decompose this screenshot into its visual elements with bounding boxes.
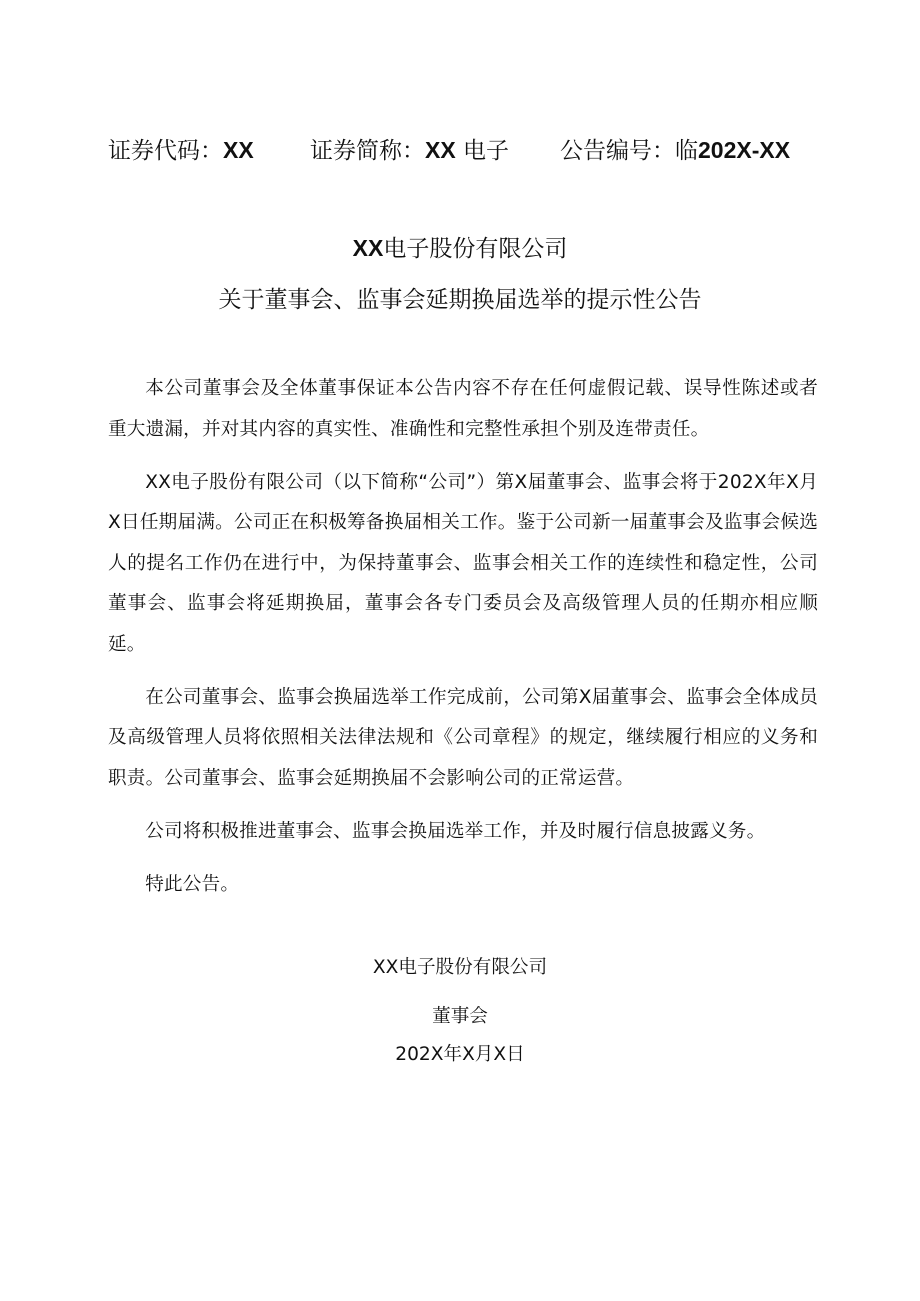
- signature-board: 董事会: [432, 1006, 488, 1027]
- paragraph-closing: 特此公告。: [145, 873, 240, 895]
- paragraph-disclaimer: 本公司董事会及全体董事保证本公告内容不存在任何虚假记载、误导性陈述或者重大遗漏，并对其内容的真实性、准确性和完整性承担个别及连带责任。: [108, 378, 818, 440]
- signature-company: XX电子股份有限公司: [372, 957, 548, 978]
- announcement-header: [108, 130, 828, 170]
- announcement-subject: 关于董事会、监事会延期换届选举的提示性公告: [218, 287, 702, 313]
- company-title: [0, 228, 920, 269]
- security-abbreviation-suffix: 电子: [463, 138, 509, 164]
- announcement-number-value: 202X-XX: [698, 137, 791, 163]
- security-abbreviation: [310, 130, 509, 171]
- announcement-number: [560, 130, 790, 171]
- announcement-number-label: 公告编号：临: [560, 138, 698, 164]
- company-title-prefix: XX: [352, 235, 384, 261]
- signature-date: 202X年X月X日: [395, 1044, 525, 1065]
- security-code-value: XX: [223, 137, 254, 163]
- security-code-label: 证券代码：: [108, 138, 223, 164]
- announcement-body: [108, 369, 818, 918]
- security-abbreviation-label: 证券简称：: [310, 138, 425, 164]
- company-title-rest: 电子股份有限公司: [383, 236, 568, 262]
- security-code: [108, 130, 254, 171]
- paragraph-disclosure: 公司将积极推进董事会、监事会换届选举工作，并及时履行信息披露义务。: [145, 820, 766, 842]
- paragraph-term-expiry: XX电子股份有限公司（以下简称“公司”）第X届董事会、监事会将于202X年X月X日任期届满。公司正在积极筹备换届相关工作。鉴于公司新一届董事会及监事会候选人的提名工作仍在进行中，为保持董事会、监事会相关工作的连续性和稳定性，公司董事会、监事会将延期换届，董事会各专门委员会及高级管理人员的任期亦相应顺延。: [108, 471, 818, 655]
- paragraph-continuation: 在公司董事会、监事会换届选举工作完成前，公司第X届董事会、监事会全体成员及高级管理人员将依照相关法律法规和《公司章程》的规定，继续履行相应的义务和职责。公司董事会、监事会延期换届不会影响公司的正常运营。: [108, 686, 818, 789]
- security-abbreviation-value: XX: [425, 137, 456, 163]
